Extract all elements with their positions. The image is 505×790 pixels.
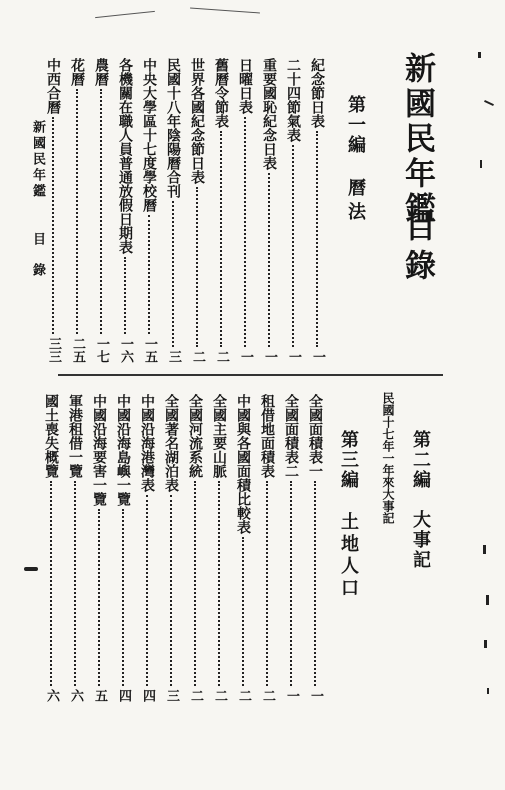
binding-mark xyxy=(24,567,38,571)
running-header-label: 目錄 xyxy=(30,232,45,294)
toc-entry[interactable]: 中國沿海島嶼一覽 四 xyxy=(115,394,131,702)
toc-entry[interactable]: 日曜日表 一 xyxy=(237,58,253,363)
section-3-name: 土地人口 xyxy=(338,512,359,600)
binding-mark xyxy=(486,595,489,605)
toc-title: 目錄 xyxy=(399,210,435,288)
toc-entry[interactable]: 中央大學區十七度學校曆 一五 xyxy=(141,58,157,363)
toc-entry[interactable]: 農曆 一七 xyxy=(93,58,109,363)
toc-entry[interactable]: 舊曆令節表 二 xyxy=(213,58,229,363)
section-1-number: 第一編 xyxy=(345,95,366,155)
section-3-number: 第三編 xyxy=(338,430,359,490)
binding-mark xyxy=(478,52,481,58)
toc-entry[interactable]: 全國河流系統 二 xyxy=(187,394,203,702)
toc-entry[interactable]: 各機關在職人員普通放假日期表 一六 xyxy=(117,58,133,363)
toc-entry[interactable]: 中西合曆 三三 xyxy=(45,58,61,363)
binding-mark xyxy=(480,160,482,168)
toc-entry[interactable]: 國土喪失概覽 六 xyxy=(43,394,59,702)
toc-entry[interactable]: 紀念節日表 一 xyxy=(309,58,325,363)
section-2-subtitle: 民國十七年一年來大事記 xyxy=(381,392,395,524)
toc-entry[interactable]: 重要國恥紀念日表 一 xyxy=(261,58,277,363)
running-header-title: 新國民年鑑 xyxy=(30,120,45,200)
toc-entry[interactable]: 中國沿海港灣表 四 xyxy=(139,394,155,702)
toc-entry[interactable]: 全國面積表二 一 xyxy=(283,394,299,702)
toc-entry[interactable]: 租借地面積表 二 xyxy=(259,394,275,702)
scan-scratch xyxy=(95,11,155,18)
toc-entry[interactable]: 全國著名湖泊表 三 xyxy=(163,394,179,702)
toc-entry[interactable]: 軍港租借一覽 六 xyxy=(67,394,83,702)
toc-entry[interactable]: 二十四節氣表 一 xyxy=(285,58,301,363)
scan-scratch xyxy=(190,8,260,14)
binding-mark xyxy=(487,688,489,694)
binding-mark xyxy=(484,100,494,106)
section-divider xyxy=(58,374,443,376)
section-2-number: 第二編 xyxy=(410,430,431,490)
toc-entry[interactable]: 中國與各國面積比較表 二 xyxy=(235,394,251,702)
section-2-name: 大事記 xyxy=(410,510,431,570)
toc-entry[interactable]: 花曆 二五 xyxy=(69,58,85,363)
toc-entry[interactable]: 全國面積表一 一 xyxy=(307,394,323,702)
toc-entry[interactable]: 全國主要山脈 二 xyxy=(211,394,227,702)
book-title: 新國民年鑑 xyxy=(399,52,435,227)
binding-mark xyxy=(484,640,487,648)
toc-entry[interactable]: 民國十八年陰陽曆合刊 三 xyxy=(165,58,181,363)
toc-entry[interactable]: 中國沿海要害一覽 五 xyxy=(91,394,107,702)
section-1-name: 曆法 xyxy=(345,178,366,226)
binding-mark xyxy=(483,545,486,554)
toc-entry[interactable]: 世界各國紀念節日表 二 xyxy=(189,58,205,363)
